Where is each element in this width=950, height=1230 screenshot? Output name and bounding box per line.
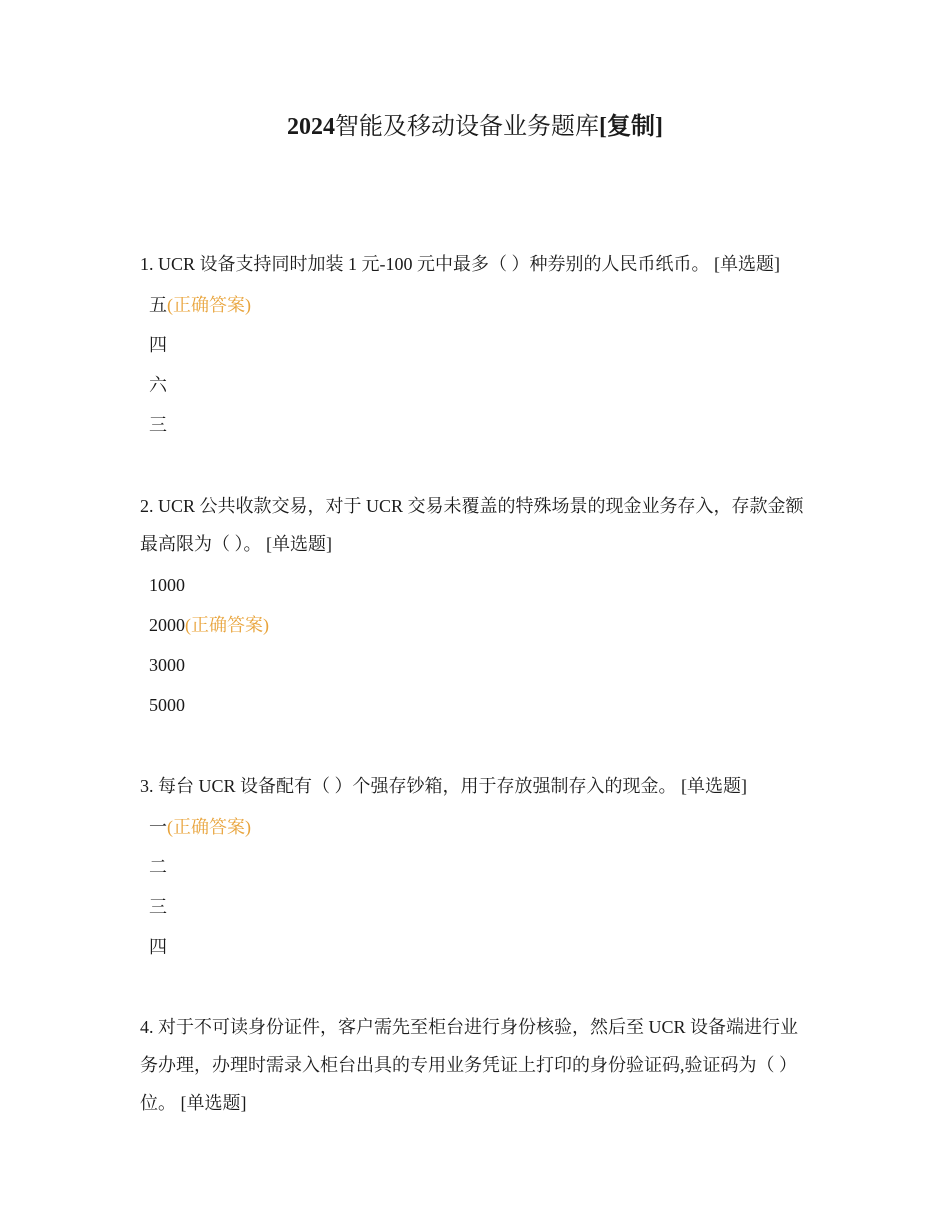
option-item: [140, 685, 812, 725]
option-item: [140, 847, 812, 887]
option-item: [140, 645, 812, 685]
title-year: 2024: [287, 114, 335, 140]
title-suffix: [复制]: [599, 114, 663, 140]
option-label: 3000: [149, 655, 185, 675]
option-item: [140, 285, 812, 325]
correct-answer-tag: (正确答案): [185, 615, 269, 635]
correct-answer-tag: (正确答案): [167, 295, 251, 315]
option-label: 一: [149, 817, 167, 837]
page-title: [0, 110, 950, 144]
option-label: 三: [149, 897, 167, 917]
option-label: 四: [149, 937, 167, 957]
question-text: 4. 对于不可读身份证件，客户需先至柜台进行身份核验，然后至 UCR 设备端进行业务办理，办理时需录入柜台出具的专用业务凭证上打印的身份验证码,验证码为（ ）位。 [单选题]: [140, 1017, 799, 1113]
question-3: [140, 767, 812, 967]
correct-answer-tag: (正确答案): [167, 817, 251, 837]
question-text: 2. UCR 公共收款交易，对于 UCR 交易未覆盖的特殊场景的现金业务存入，存款金额最高限为（ ）。 [单选题]: [140, 496, 804, 554]
option-item: [140, 927, 812, 967]
option-item: [140, 565, 812, 605]
option-label: 5000: [149, 695, 185, 715]
options-list: [140, 565, 812, 725]
question-4: [140, 1008, 812, 1122]
title-text: 智能及移动设备业务题库: [335, 114, 599, 140]
option-item: [140, 325, 812, 365]
option-label: 四: [149, 335, 167, 355]
option-item: [140, 807, 812, 847]
question-1: [140, 245, 812, 445]
options-list: [140, 285, 812, 445]
option-label: 五: [149, 295, 167, 315]
question-2: [140, 487, 812, 725]
option-item: [140, 605, 812, 645]
option-label: 1000: [149, 575, 185, 595]
option-label: 二: [149, 857, 167, 877]
options-list: [140, 807, 812, 967]
option-item: [140, 405, 812, 445]
option-label: 三: [149, 415, 167, 435]
question-text: 3. 每台 UCR 设备配有（ ）个强存钞箱，用于存放强制存入的现金。 [单选题]: [140, 776, 747, 796]
option-item: [140, 365, 812, 405]
question-text: 1. UCR 设备支持同时加装 1 元-100 元中最多（ ）种券别的人民币纸币。 [单选题]: [140, 254, 780, 274]
option-item: [140, 887, 812, 927]
option-label: 六: [149, 375, 167, 395]
option-label: 2000: [149, 615, 185, 635]
